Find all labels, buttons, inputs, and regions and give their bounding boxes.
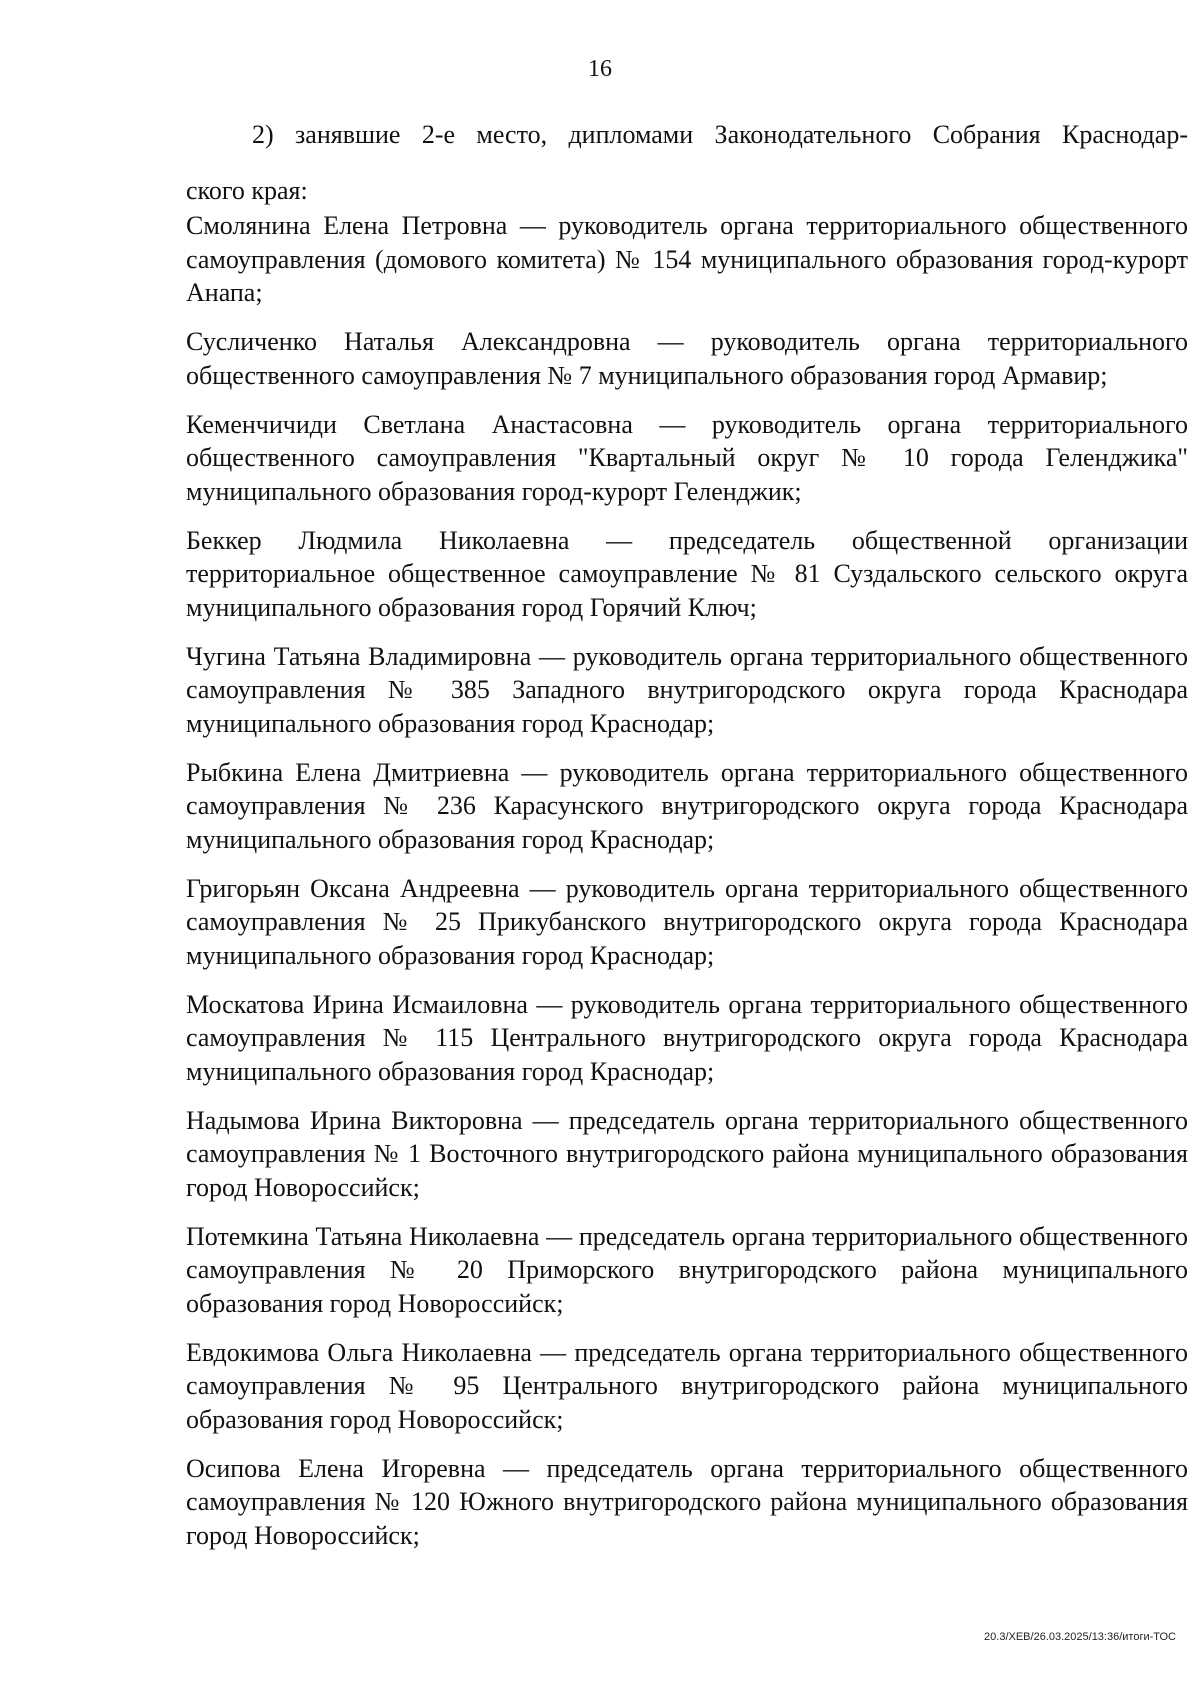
- intro-line-2: ского края:: [186, 176, 308, 205]
- laureate-entry: Сусличенко Наталья Александровна — руководитель органа территориального общественного самоуправления № 7 муниципального образования город Армавир;: [186, 327, 1188, 390]
- section-intro: [186, 107, 1188, 219]
- intro-line-1: 2) занявшие 2-е место, дипломами Законодательного Собрания Краснодар-: [252, 120, 1188, 149]
- laureate-entry: Евдокимова Ольга Николаевна — председатель органа территориального общественного самоуправления № 95 Центрального внутригородского района муниципального образования город Новороссийск;: [186, 1337, 1188, 1434]
- laureate-entry: Надымова Ирина Викторовна — председатель органа территориального общественного самоуправления № 1 Восточного внутригородского района муниципального образования город Новороссийск;: [186, 1105, 1188, 1202]
- laureate-entry: Григорьян Оксана Андреевна — руководитель органа территориального общественного самоуправления № 25 Прикубанского внутригородского округа города Краснодара муниципального образования город Краснодар;: [186, 873, 1188, 970]
- laureate-list: [186, 209, 1188, 1568]
- laureate-entry: Осипова Елена Игоревна — председатель органа территориального общественного самоуправления № 120 Южного внутригородского района муниципального образования город Новороссийск;: [186, 1453, 1188, 1550]
- laureate-entry: Чугина Татьяна Владимировна — руководитель органа территориального общественного самоуправления № 385 Западного внутригородского округа города Краснодара муниципального образования город Краснодар;: [186, 641, 1188, 738]
- laureate-entry: Смолянина Елена Петровна — руководитель органа территориального общественного самоуправления (домового комитета) № 154 муниципального образования город-курорт Анапа;: [186, 211, 1188, 307]
- page-number: 16: [588, 56, 612, 82]
- laureate-entry: Москатова Ирина Исмаиловна — руководитель органа территориального общественного самоуправления № 115 Центрального внутригородского округа города Краснодара муниципального образования город Краснодар;: [186, 989, 1188, 1086]
- laureate-entry: Кеменчичиди Светлана Анастасовна — руководитель органа территориального общественного самоуправления "Квартальный округ № 10 города Геленджика" муниципального образования город-курорт Геленджик;: [186, 409, 1188, 506]
- laureate-entry: Рыбкина Елена Дмитриевна — руководитель органа территориального общественного самоуправления № 236 Карасунского внутригородского округа города Краснодара муниципального образования город Краснодар;: [186, 757, 1188, 854]
- document-code: 20.3/ХЕВ/26.03.2025/13:36/итоги-ТОС: [984, 1631, 1176, 1643]
- laureate-entry: Беккер Людмила Николаевна — председатель общественной организации территориальное общественное самоуправление № 81 Суздальского сельского округа муниципального образования город Горячий Ключ;: [186, 525, 1188, 622]
- laureate-entry: Потемкина Татьяна Николаевна — председатель органа территориального общественного самоуправления № 20 Приморского внутригородского района муниципального образования город Новороссийск;: [186, 1221, 1188, 1318]
